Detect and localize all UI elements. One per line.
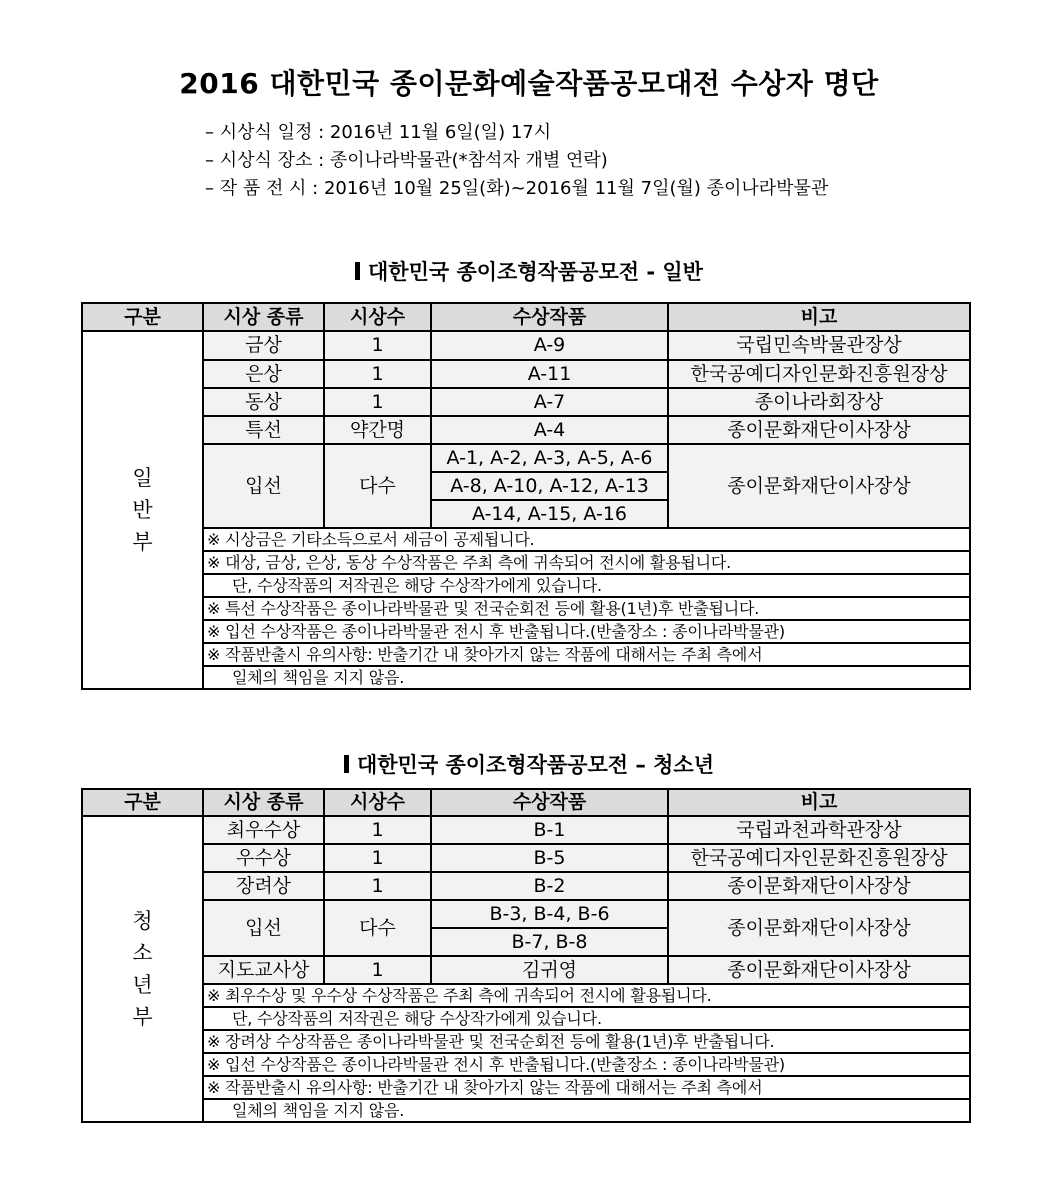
award-table-general [81, 302, 971, 690]
note-row [82, 620, 970, 643]
award-count: 1 [324, 816, 431, 844]
remarks: 종이나라회장상 [668, 388, 970, 416]
winning-works: 김귀영 [431, 956, 668, 984]
section-title-general-text: 대한민국 종이조형작품공모전 - 일반 [368, 260, 703, 284]
section-bar-icon [344, 755, 349, 773]
remarks: 국립민속박물관장상 [668, 331, 970, 360]
division-general: 일 반 부 [82, 331, 203, 689]
note-row [82, 643, 970, 666]
remarks: 한국공예디자인문화진흥원장상 [668, 360, 970, 388]
note-text: ※ 시상금은 기타소득으로서 세금이 공제됩니다. [203, 528, 970, 551]
section-title-general [0, 256, 1058, 286]
header-division: 구분 [82, 789, 203, 816]
winning-works: A-1, A-2, A-3, A-5, A-6 [431, 444, 668, 472]
note-row [82, 1076, 970, 1099]
header-winning-works: 수상작품 [431, 789, 668, 816]
note-text: ※ 입선 수상작품은 종이나라박물관 전시 후 반출됩니다.(반출장소 : 종이나라박물관) [203, 1053, 970, 1076]
remarks: 종이문화재단이사장상 [668, 956, 970, 984]
table-header-row [82, 789, 970, 816]
table-row [82, 844, 970, 872]
award-type: 금상 [203, 331, 324, 360]
table-header-row [82, 303, 970, 331]
note-text: 단, 수상작품의 저작권은 해당 수상작가에게 있습니다. [203, 1007, 970, 1030]
winning-works: B-3, B-4, B-6 [431, 900, 668, 928]
section-title-youth-text: 대한민국 종이조형작품공모전 – 청소년 [356, 753, 714, 777]
note-text: 단, 수상작품의 저작권은 해당 수상작가에게 있습니다. [203, 574, 970, 597]
header-remarks: 비고 [668, 303, 970, 331]
award-type: 최우수상 [203, 816, 324, 844]
note-row [82, 1007, 970, 1030]
header-division: 구분 [82, 303, 203, 331]
award-count: 1 [324, 360, 431, 388]
table-row [82, 956, 970, 984]
ceremony-schedule: – 시상식 일정 : 2016년 11월 6일(일) 17시 [205, 122, 552, 143]
remarks: 종이문화재단이사장상 [668, 900, 970, 956]
remarks: 종이문화재단이사장상 [668, 872, 970, 900]
table-row [82, 360, 970, 388]
note-row [82, 1099, 970, 1122]
note-text: ※ 장려상 수상작품은 종이나라박물관 및 전국순회전 등에 활용(1년)후 반출됩니다. [203, 1030, 970, 1053]
remarks: 종이문화재단이사장상 [668, 444, 970, 528]
note-text: 일체의 책임을 지지 않음. [203, 1099, 970, 1122]
ceremony-location: – 시상식 장소 : 종이나라박물관(*참석자 개별 연락) [205, 150, 608, 171]
note-row [82, 984, 970, 1007]
note-row [82, 1030, 970, 1053]
winning-works: B-1 [431, 816, 668, 844]
award-type: 우수상 [203, 844, 324, 872]
note-row [82, 597, 970, 620]
note-row [82, 666, 970, 689]
award-count: 다수 [324, 900, 431, 956]
note-row [82, 574, 970, 597]
exhibition-period: – 작 품 전 시 : 2016년 10월 25일(화)~2016월 11월 7일(월) 종이나라박물관 [205, 178, 829, 199]
division-youth: 청 소 년 부 [82, 816, 203, 1122]
table-row [82, 444, 970, 472]
note-text: ※ 최우수상 및 우수상 수상작품은 주최 측에 귀속되어 전시에 활용됩니다. [203, 984, 970, 1007]
table-row [82, 388, 970, 416]
note-text: ※ 특선 수상작품은 종이나라박물관 및 전국순회전 등에 활용(1년)후 반출됩니다. [203, 597, 970, 620]
remarks: 국립과천과학관장상 [668, 816, 970, 844]
award-count: 1 [324, 331, 431, 360]
winning-works: A-9 [431, 331, 668, 360]
section-title-youth [0, 749, 1058, 779]
award-count: 1 [324, 872, 431, 900]
winning-works: A-11 [431, 360, 668, 388]
award-type: 지도교사상 [203, 956, 324, 984]
header-award-count: 시상수 [324, 789, 431, 816]
table-row [82, 416, 970, 444]
winning-works: A-4 [431, 416, 668, 444]
award-type: 입선 [203, 900, 324, 956]
note-text: ※ 입선 수상작품은 종이나라박물관 전시 후 반출됩니다.(반출장소 : 종이나라박물관) [203, 620, 970, 643]
note-row [82, 1053, 970, 1076]
award-type: 장려상 [203, 872, 324, 900]
remarks: 종이문화재단이사장상 [668, 416, 970, 444]
header-award-count: 시상수 [324, 303, 431, 331]
winning-works: A-7 [431, 388, 668, 416]
header-winning-works: 수상작품 [431, 303, 668, 331]
winning-works: B-2 [431, 872, 668, 900]
header-remarks: 비고 [668, 789, 970, 816]
header-award-type: 시상 종류 [203, 303, 324, 331]
award-count: 다수 [324, 444, 431, 528]
note-row [82, 551, 970, 574]
note-row [82, 528, 970, 551]
table-row [82, 816, 970, 844]
winning-works: A-14, A-15, A-16 [431, 500, 668, 528]
award-table-youth [81, 788, 971, 1123]
award-count: 약간명 [324, 416, 431, 444]
winning-works: A-8, A-10, A-12, A-13 [431, 472, 668, 500]
award-type: 은상 [203, 360, 324, 388]
note-text: ※ 작품반출시 유의사항: 반출기간 내 찾아가지 않는 작품에 대해서는 주최 측에서 [203, 643, 970, 666]
award-type: 입선 [203, 444, 324, 528]
table-row [82, 331, 970, 360]
note-text: 일체의 책임을 지지 않음. [203, 666, 970, 689]
award-type: 동상 [203, 388, 324, 416]
award-count: 1 [324, 844, 431, 872]
page-title: 2016 대한민국 종이문화예술작품공모대전 수상자 명단 [179, 67, 879, 100]
winning-works: B-5 [431, 844, 668, 872]
note-text: ※ 대상, 금상, 은상, 동상 수상작품은 주최 측에 귀속되어 전시에 활용됩니다. [203, 551, 970, 574]
table-row [82, 872, 970, 900]
table-row [82, 900, 970, 928]
section-bar-icon [355, 262, 360, 280]
header-award-type: 시상 종류 [203, 789, 324, 816]
remarks: 한국공예디자인문화진흥원장상 [668, 844, 970, 872]
winning-works: B-7, B-8 [431, 928, 668, 956]
note-text: ※ 작품반출시 유의사항: 반출기간 내 찾아가지 않는 작품에 대해서는 주최 측에서 [203, 1076, 970, 1099]
award-count: 1 [324, 388, 431, 416]
award-type: 특선 [203, 416, 324, 444]
award-count: 1 [324, 956, 431, 984]
